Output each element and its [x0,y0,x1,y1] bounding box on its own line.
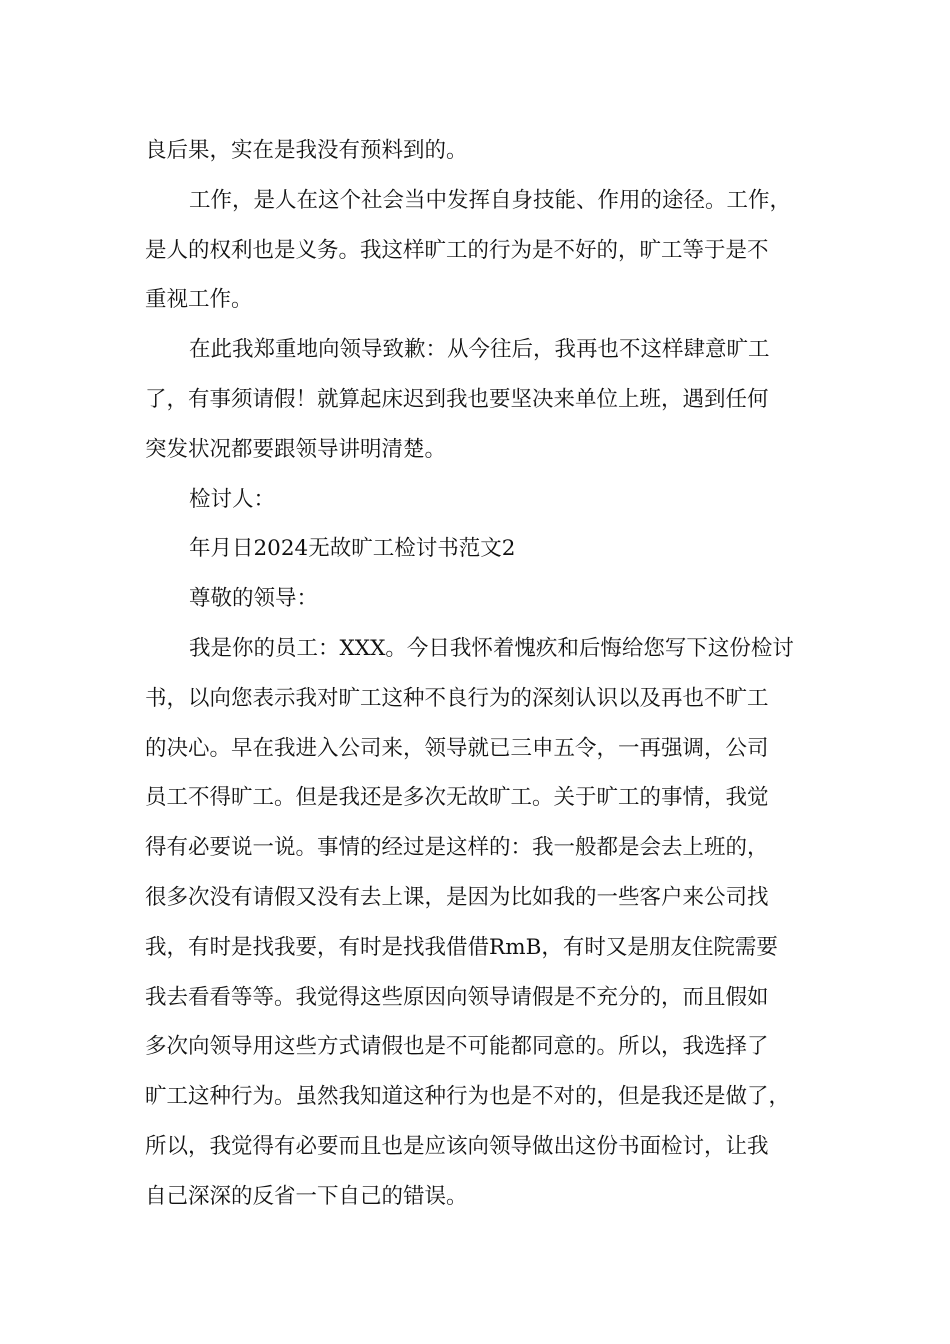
text-line: 我，有时是找我要，有时是找我借借RmB，有时又是朋友住院需要 [145,934,778,960]
text-line: 重视工作。 [145,287,253,313]
text-line: 旷工这种行为。虽然我知道这种行为也是不对的，但是我还是做了， [145,1084,791,1110]
document-body [145,126,815,1222]
text-line: 工作，是人在这个社会当中发挥自身技能、作用的途径。工作， [189,187,792,213]
signature-label: 检讨人： [189,486,276,512]
text-line: 书，以向您表示我对旷工这种不良行为的深刻认识以及再也不旷工 [145,685,769,711]
text-line: 在此我郑重地向领导致歉：从今往后，我再也不这样肆意旷工 [189,337,770,363]
salutation: 尊敬的领导： [189,586,319,612]
text-line: 了，有事须请假！就算起床迟到我也要坚决来单位上班，遇到任何 [145,386,769,412]
text-line: 突发状况都要跟领导讲明清楚。 [145,436,447,462]
text-line: 多次向领导用这些方式请假也是不可能都同意的。所以，我选择了 [145,1034,769,1060]
text-line: 很多次没有请假又没有去上课，是因为比如我的一些客户来公司找 [145,884,769,910]
text-line: 我是你的员工：XXX。今日我怀着愧疚和后悔给您写下这份检讨 [189,635,794,661]
text-line: 良后果，实在是我没有预料到的。 [145,138,468,163]
text-line: 自己深深的反省一下自己的错误。 [145,1183,468,1209]
text-line: 所以，我觉得有必要而且也是应该向领导做出这份书面检讨，让我 [145,1133,769,1159]
text-line: 得有必要说一说。事情的经过是这样的：我一般都是会去上班的， [145,835,769,861]
text-line: 员工不得旷工。但是我还是多次无故旷工。关于旷工的事情，我觉 [145,785,769,811]
text-line: 我去看看等等。我觉得这些原因向领导请假是不充分的，而且假如 [145,984,769,1010]
text-line: 的决心。早在我进入公司来，领导就已三申五令，一再强调，公司 [145,735,769,761]
section-title: 年月日2024无故旷工检讨书范文2 [189,536,516,562]
text-line: 是人的权利也是义务。我这样旷工的行为是不好的，旷工等于是不 [145,237,769,263]
